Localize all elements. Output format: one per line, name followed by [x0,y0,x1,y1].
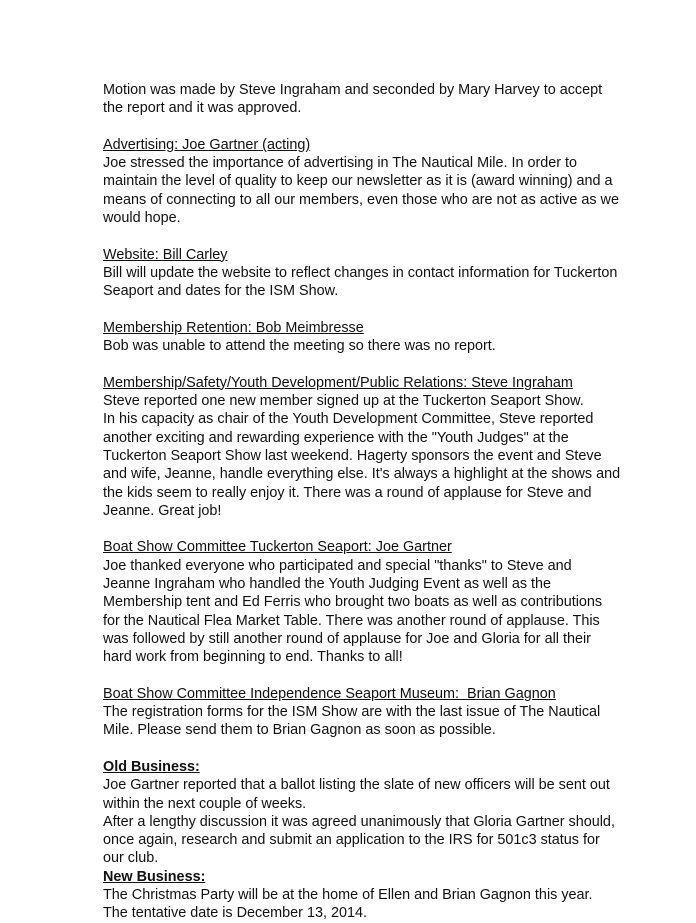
section-heading: Membership/Safety/Youth Development/Public Relations: Steve Ingraham [103,374,573,391]
spacer [103,520,623,538]
text-line: In his capacity as chair of the Youth Development Committee, Steve reported [103,411,594,428]
document-page [103,81,623,923]
spacer [103,740,623,758]
text-line: and wife, Jeanne, handle everything else. It's always a highlight at the shows and [103,466,621,483]
text-line: Steve reported one new member signed up at the Tuckerton Seaport Show. [103,393,584,410]
section-old-business [103,758,623,868]
spacer [103,667,623,685]
text-line: Tuckerton Seaport Show last weekend. Hagerty sponsors the event and Steve [103,447,602,464]
text-line: our club. [103,850,159,867]
spacer [103,227,623,245]
section-membership-retention [103,319,623,356]
text-line: hard work from beginning to end. Thanks to all! [103,649,403,666]
text-line: Jeanne Ingraham who handled the Youth Judging Event as well as the [103,576,552,593]
text-line: Joe Gartner reported that a ballot listing the slate of new officers will be sent out [103,777,610,794]
spacer [103,301,623,319]
section-heading: Boat Show Committee Tuckerton Seaport: Joe Gartner [103,539,452,556]
section-boat-show-tuckerton [103,538,623,666]
text-line: The Christmas Party will be at the home of Ellen and Brian Gagnon this year. [103,887,593,904]
section-membership-safety-youth [103,374,623,520]
text-line: once again, research and submit an application to the IRS for 501c3 status for [103,832,600,849]
section-boat-show-ism [103,685,623,740]
section-heading: Membership Retention: Bob Meimbresse [103,319,364,336]
text-line: After a lengthy discussion it was agreed unanimously that Gloria Gartner should, [103,813,615,830]
text-line: was followed by still another round of applause for Joe and Gloria for all their [103,630,591,647]
text-line: the kids seem to really enjoy it. There was a round of applause for Steve and [103,484,592,501]
text-line: Joe stressed the importance of advertising in The Nautical Mile. In order to [103,155,578,172]
text-line: for the Nautical Flea Market Table. There was another round of applause. This [103,612,600,629]
text-line: the report and it was approved. [103,100,302,117]
section-heading: Advertising: Joe Gartner (acting) [103,136,311,153]
text-line: Jeanne. Great job! [103,502,222,519]
section-website [103,246,623,301]
section-heading: Website: Bill Carley [103,246,228,263]
old-business-heading: Old Business: [103,758,200,775]
text-line: Bob was unable to attend the meeting so there was no report. [103,338,496,355]
text-line: Seaport and dates for the ISM Show. [103,283,339,300]
text-line: means of connecting to all our members, even those who are not as active as we [103,191,619,208]
text-line: The registration forms for the ISM Show are with the last issue of The Nautical [103,704,601,721]
text-line: Membership tent and Ed Ferris who brought two boats as well as contributions [103,594,603,611]
text-line: Bill will update the website to reflect changes in contact information for Tuckerton [103,264,618,281]
text-line: Motion was made by Steve Ingraham and seconded by Mary Harvey to accept [103,82,603,98]
new-business-heading: New Business: [103,868,206,885]
spacer [103,355,623,373]
text-line: maintain the level of quality to keep our newsletter as it is (award winning) and a [103,173,613,190]
motion-paragraph [103,81,623,118]
text-line: The tentative date is December 13, 2014. [103,905,367,922]
text-line: Joe thanked everyone who participated and special "thanks" to Steve and [103,557,572,574]
text-line: another exciting and rewarding experience with the "Youth Judges" at the [103,429,569,446]
text-line: Mile. Please send them to Brian Gagnon as soon as possible. [103,722,496,739]
text-line: within the next couple of weeks. [103,795,307,812]
section-new-business [103,868,623,923]
section-heading: Boat Show Committee Independence Seaport Museum: Brian Gagnon [103,685,556,702]
spacer [103,118,623,136]
section-advertising [103,136,623,227]
text-line: would hope. [103,210,181,227]
